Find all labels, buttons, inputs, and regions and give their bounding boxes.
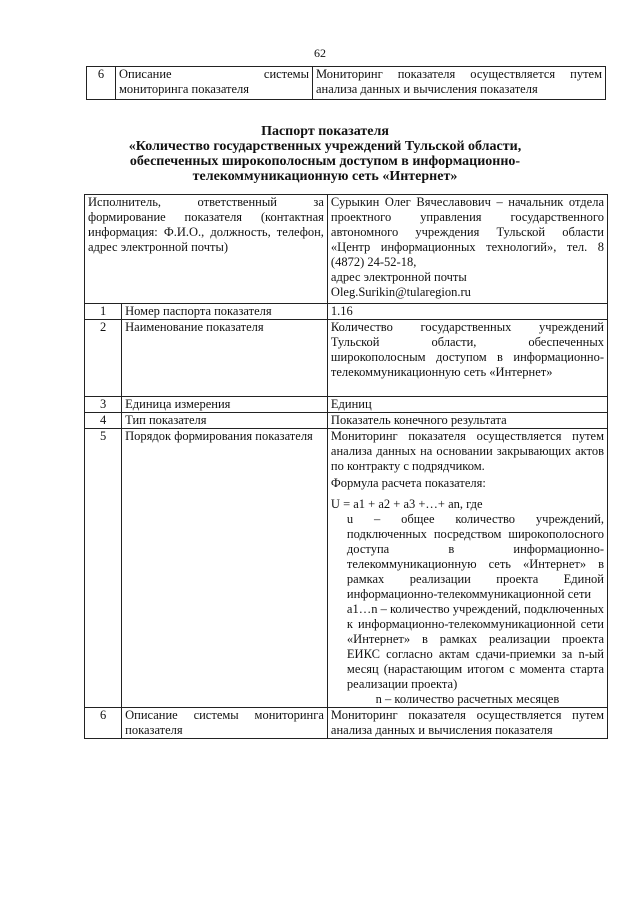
table-row: [87, 67, 606, 100]
row-value: Показатель конечного результата: [327, 413, 607, 429]
row-label: [116, 67, 313, 100]
formula-definition-u: u – общее количество учреждений, подключенных посредством широкополосного доступа в информационно-телекоммуникационную сеть «Интернет» в рамках реализации проекта Единой информационно-телекоммуникационной сети: [346, 512, 604, 601]
executor-value-text: Сурыкин Олег Вячеславович – начальник отдела проектного управления государственного автономного учреждения Тульской области «Центр информационных технологий», тел. 8 (4872) 24-52-18,: [330, 195, 604, 269]
row-number: 4: [85, 413, 122, 429]
row-label: Номер паспорта показателя: [122, 304, 328, 320]
executor-label: Исполнитель, ответственный за формирование показателя (контактная информация: Ф.И.О., должность, телефон, адрес электронной почты): [85, 195, 328, 304]
formula-cell: [327, 429, 607, 708]
row-label: Порядок формирования показателя: [122, 429, 328, 708]
table-row: [85, 195, 608, 304]
document-title: [60, 124, 590, 184]
title-line: обеспеченных широкополосным доступом в информационно-: [129, 154, 521, 169]
title-line: Паспорт показателя: [261, 124, 389, 139]
passport-table: [84, 194, 608, 739]
continued-table: [86, 66, 606, 100]
row-label: Наименование показателя: [122, 320, 328, 397]
row-label: Единица измерения: [122, 397, 328, 413]
executor-value: [327, 195, 607, 304]
title-line: «Количество государственных учреждений Тульской области,: [128, 139, 522, 154]
formula-definition-n: n – количество расчетных месяцев: [375, 692, 560, 706]
table-row: [85, 397, 608, 413]
row-value: Мониторинг показателя осуществляется путем анализа данных и вычисления показателя: [313, 67, 606, 100]
row-number: 3: [85, 397, 122, 413]
executor-value-text: адрес электронной почты: [330, 270, 467, 284]
page-number: 62: [314, 46, 326, 60]
table-row: [85, 304, 608, 320]
table-row: [85, 413, 608, 429]
row-value: 1.16: [327, 304, 607, 320]
row-number: 6: [85, 708, 122, 739]
row-value: Единиц: [327, 397, 607, 413]
row-label-part: системы: [263, 67, 309, 81]
title-line: телекоммуникационную сеть «Интернет»: [192, 169, 458, 184]
row-label: Описание системы мониторинга показателя: [122, 708, 328, 739]
row-number: 5: [85, 429, 122, 708]
executor-email: Oleg.Surikin@tularegion.ru: [330, 285, 471, 299]
row-value: Мониторинг показателя осуществляется путем анализа данных и вычисления показателя: [327, 708, 607, 739]
table-row: [85, 320, 608, 397]
row-label: Тип показателя: [122, 413, 328, 429]
formula-intro: Мониторинг показателя осуществляется путем анализа данных на основании закрывающих актов по контракту с подрядчиком.: [330, 429, 604, 473]
row-number: 1: [85, 304, 122, 320]
row-value: Количество государственных учреждений Тульской области, обеспеченных широкополосным доступом в информационно-телекоммуникационную сеть «Интернет»: [327, 320, 607, 397]
row-label-part: Описание: [119, 67, 172, 81]
formula-definition-a: a1…n – количество учреждений, подключенных к информационно-телекоммуникационной сети «Интернет» в рамках реализации проекта ЕИКС согласно актам сдачи-приемки за n-ый месяц (нарастающим итогом с момента старта реализации проекта): [346, 602, 604, 691]
formula-expression: U = a1 + a2 + a3 +…+ an, где: [330, 497, 483, 511]
row-number: 2: [85, 320, 122, 397]
row-number: 6: [87, 67, 116, 100]
table-row: [85, 708, 608, 739]
table-row: [85, 429, 608, 708]
formula-heading: Формула расчета показателя:: [330, 476, 486, 490]
row-label-part: мониторинга показателя: [119, 82, 250, 96]
